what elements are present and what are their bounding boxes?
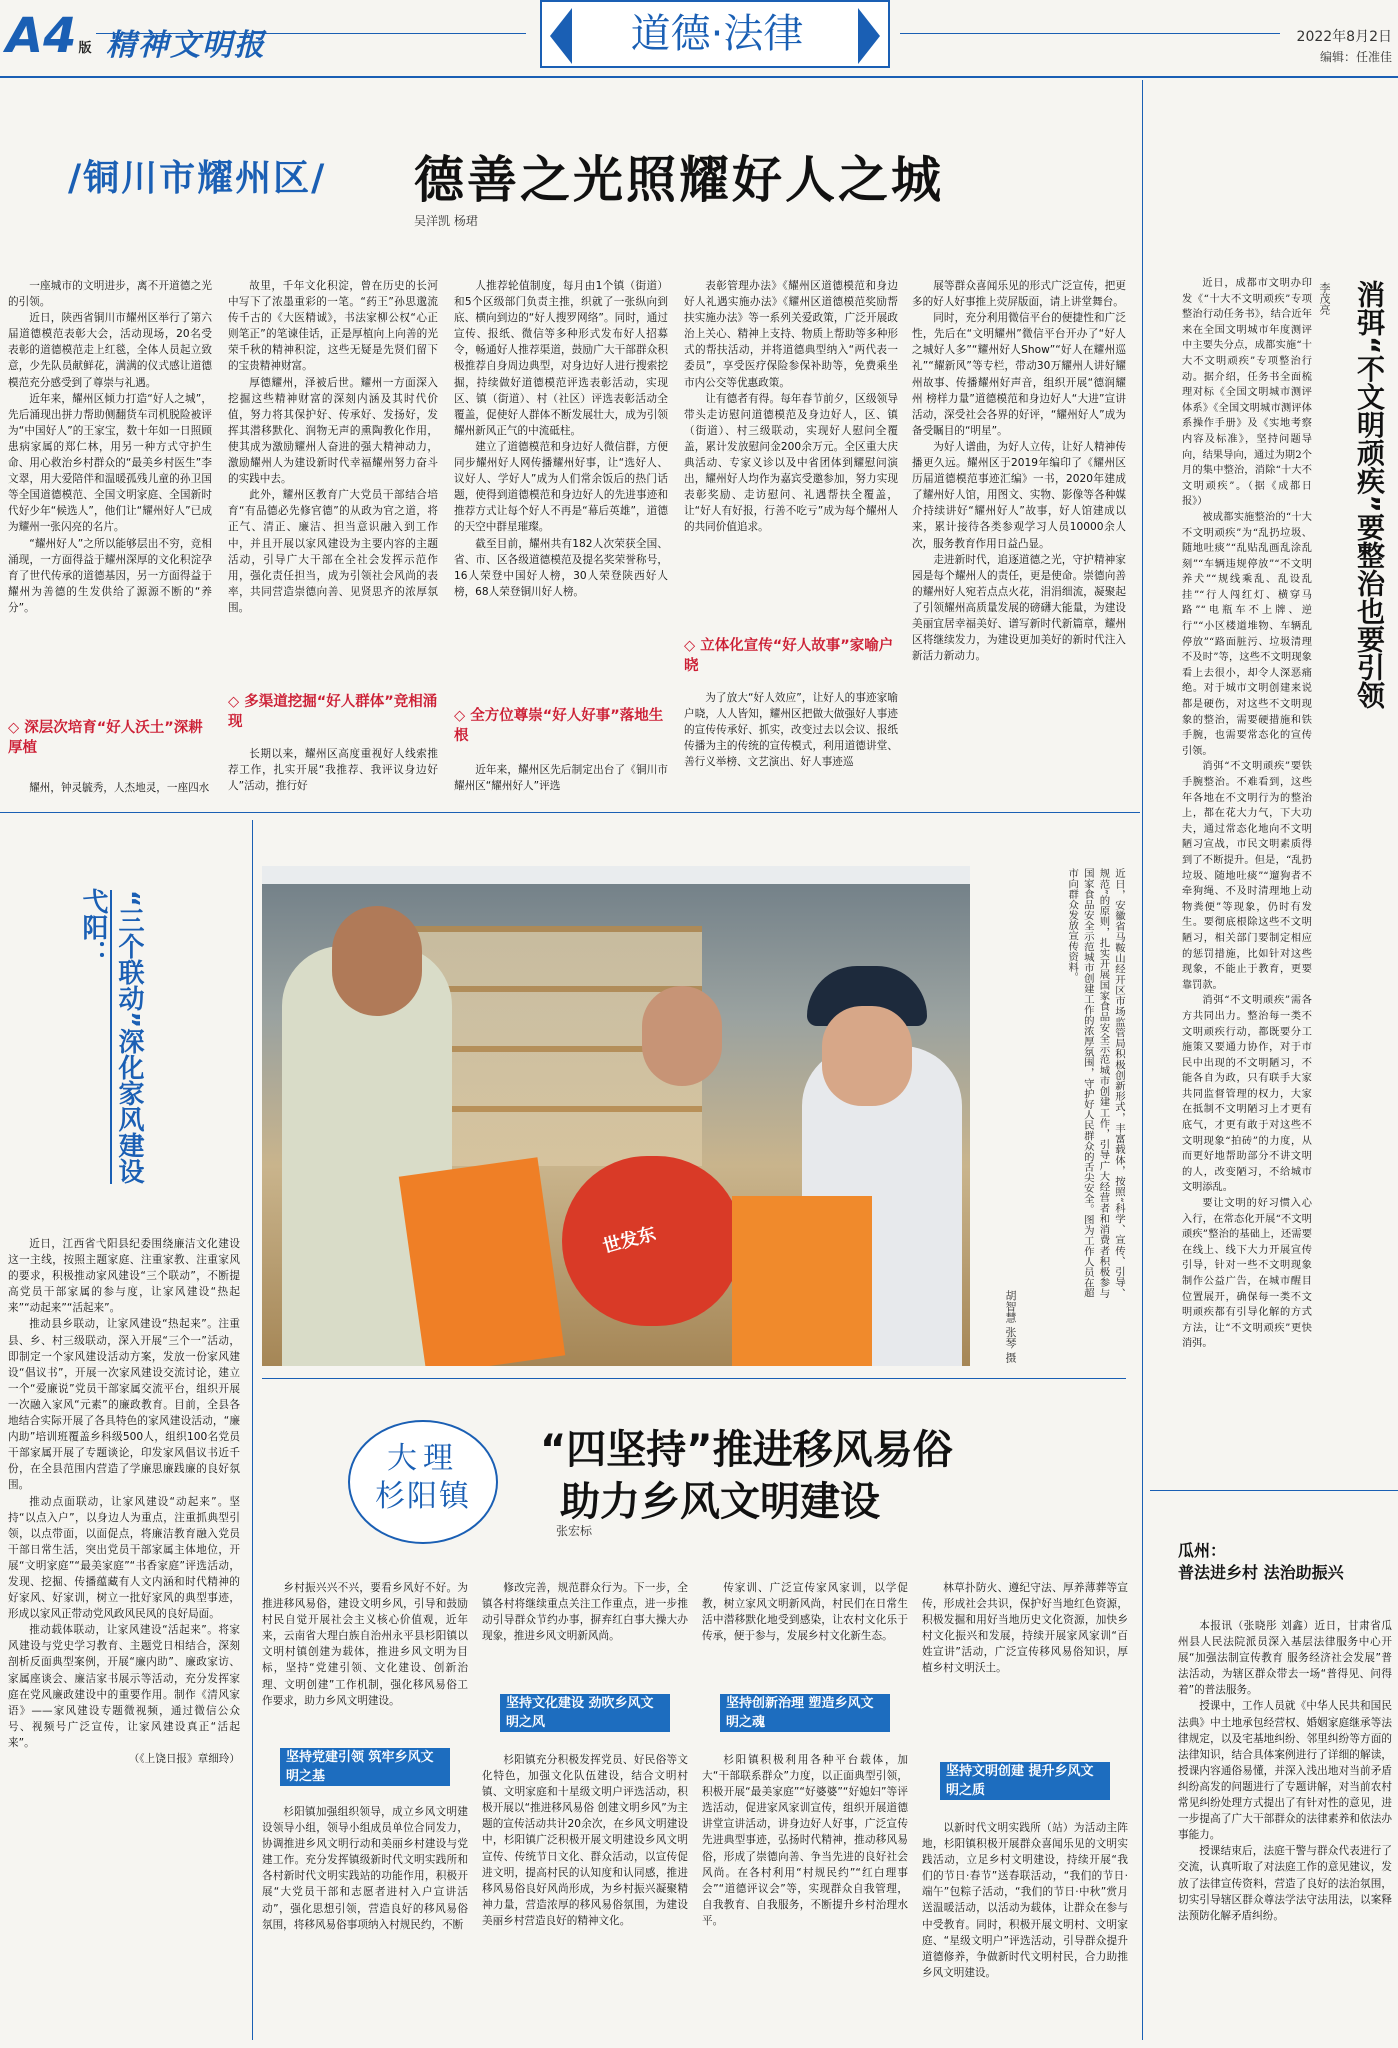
paragraph: 为了放大“好人效应”，让好人的事迹家喻户晓，人人皆知，耀州区把做大做强好人事迹的宣传传承好、抓实，改变过去以会议、报纸传播为主的传统的宣传模式，利用道德讲堂、善行义举榜、文艺演出、好人事迹巡 xyxy=(684,692,898,769)
article1-column-2 xyxy=(228,278,438,688)
article4-title-1: 瓜州： xyxy=(1178,1541,1227,1560)
article1-subhead-2: ◇ 多渠道挖掘“好人群体”竞相涌现 xyxy=(228,694,438,730)
paragraph: 消弭“不文明顽疾”需各方共同出力。整治每一类不文明顽疾行动，都既要分工施策又要通力协作，对于市民中出现的不文明陋习，不能各自为政，只有联手大家共同监督管理的权力，大家在抵制不文明陋习上才更有底气，才更有敢于对这些不文明现象“拍砖”的力度，从而更好地帮助部分不讲文明的人，改变陋习，不给城市文明添乱。 xyxy=(1182,995,1312,1194)
article3-subhead-1 xyxy=(280,1748,450,1786)
paragraph: 林草扑防火、遵纪守法、厚养薄葬等宣传，形成社会共识，保护好当地红色资源，积极发掘和用好当地历史文化资源，加快乡村文化振兴和发展，持续开展家风家训“百姓宣讲”活动，广泛宣传移风易俗知识，厚植乡村文明沃土。 xyxy=(922,1582,1128,1675)
paragraph: 此外，耀州区教育广大党员干部结合培育“有品德必先修官德”的从政为官之道，将正气、清正、廉洁、担当意识融入到工作中，并且开展以家风建设为主要内容的主题活动，引导广大干部在全社会发挥示范作用，强化责任担当，成为引领社会风尚的表率，共同营造崇德向善、见贤思齐的浓厚氛围。 xyxy=(228,489,438,614)
side-essay-author: 李茂亮 xyxy=(1318,282,1331,315)
paragraph: （《上饶日报》章细玲） xyxy=(128,1753,240,1765)
article2-headline: “三个联动”深化家风建设 xyxy=(110,890,144,1184)
paragraph: 修改完善，规范群众行为。下一步，全镇各村将继续重点关注工作重点，进一步推动引导群众节约办事，摒弃红白事大操大办现象，推进乡风文明新风尚。 xyxy=(482,1582,688,1643)
side-essay-body xyxy=(1182,276,1312,1468)
paragraph: 建立了道德模范和身边好人微信群，方便同步耀州好人网传播耀州好事，让“选好人、议好人、学好人”成为人们常余饭后的热门话题，使得到道德模范和身边好人的先进事迹和推荐方式让每个好人不再是“幕后英雄”，道德的天空中群星璀璨。 xyxy=(454,440,668,534)
photo-caption: 近日，安徽省马鞍山经开区市场监管局积极创新形式，丰富载体，按照“科学、宣传、引导、规范”的原则，扎实开展国家食品安全示范城市创建工作，引导广大经营者和消费者积极参与国家食品安全示范城市创建工作的浓厚氛围，守护好人民群众的舌尖安全。图为工作人员在超市向群众发放宣传资料。 xyxy=(1066,868,1125,1298)
article1-column-5 xyxy=(912,278,1126,798)
photo-person-center-head xyxy=(642,986,722,1086)
paragraph: 杉阳镇充分积极发挥党员、好民俗等文化特色，加强文化队伍建设，结合文明村镇、文明家庭和十星级文明户评选活动，积极开展以“推进移风易俗 创建文明乡风”为主题的宣传活动共计20余次，在乡风文明建设中，杉阳镇广泛积极开展文明建设乡风文明宣传、传统节日文化、群众活动，以宣传促进文明，提高村民的认知度和认同感，推进移风易俗良好风尚形成，为乡村振兴凝聚精神力量，营造浓厚的移风易俗氛围，为建设美丽乡村营造良好的精神文化。 xyxy=(482,1754,688,1927)
photo-ceiling-light xyxy=(262,866,970,884)
arrow-left-icon xyxy=(550,8,572,64)
article1-column-4 xyxy=(684,278,898,630)
page-number-suffix: 版 xyxy=(78,41,92,56)
paragraph: 一座城市的文明进步，离不开道德之光的引领。 xyxy=(8,280,212,309)
paragraph: 杉阳镇加强组织领导，成立乡风文明建设领导小组，领导小组成员单位合同发力，协调推进乡风文明行动和美丽乡村建设与党建工作。充分发挥镇级新时代文明实践所和各村新时代文明实践站的功能作用，积极开展“大党员干部和志愿者进村入户宣讲活动”，强化思想引领，营造良好的移风易俗氛围，将移风易俗事项纳入村规民约，不断 xyxy=(262,1806,468,1931)
article3-badge-line2: 杉阳镇 xyxy=(375,1479,471,1514)
article3-subhead-3 xyxy=(720,1694,890,1732)
paragraph: 消弭“不文明顽疾”要铁手腕整治。不难看到，这些年各地在不文明行为的整治上，都在花大力气，下大功夫，通过常态化地向不文明陋习宣战，市民文明素质得到了不断提升。但是，“乱扔垃圾、随地吐痰”“遛狗者不牵狗绳、不及时清理地上动物粪便”等现象，仍时有发生。要彻底根除这些不文明陋习，相关部门要制定相应的惩罚措施，比如针对这些现象，不能止于教育，更要靠罚款。 xyxy=(1182,761,1312,991)
right-column-divider xyxy=(1142,80,1143,2040)
paragraph: 近年来，耀州区倾力打造“好人之城”，先后涌现出拼力帮助侧翻货车司机脱险被评为“中国好人”的王家宝，数十年如一日照顾患病家属的郑仁林，用另一种方式守护生命、用心救治乡村群众的“最美乡村医生”李文翠，用大爱陪伴和温暖孤残儿童的孙卫国等全国道德模范、全国文明家庭、全国新时代好少年“候选人”，他们让“耀州好人”已成为耀州一张闪亮的名片。 xyxy=(8,392,212,534)
paragraph: 推动载体联动，让家风建设“活起来”。将家风建设与党史学习教育、主题党日相结合，深刻剖析反面典型案例，开展“廉内助”、廉政家访、家属座谈会、廉洁家书展示等活动，充分发挥家庭在党风廉政建设中的重要作用。制作《清风家语》——家风建设专题微视频，通过微信公众号、视频号广泛宣传，让家风建设真正“活起来”。 xyxy=(8,1624,240,1749)
section-box xyxy=(540,0,890,68)
article1-bottom-rule xyxy=(0,812,1140,813)
paragraph: 同时，充分利用微信平台的便捷性和广泛性，先后在“文明耀州”微信平台开办了“好人之城好人多”“耀州好人Show”“好人在耀州巡礼”“耀新风”等专栏，带动30万耀州人讲好耀州故事、传播耀州好声音，组织开展“德润耀州 榜样力量”道德模范和身边好人“大进”宣讲活动，深受社会各界的好评，“耀州好人”成为备受瞩目的“明星”。 xyxy=(912,312,1126,437)
article1-column-3 xyxy=(454,278,668,686)
paragraph: 截至目前，耀州共有182人次荣获全国、省、市、区各级道德模范及提名奖荣誉称号，16人荣登中国好人榜，30人荣登陕西好人榜，68人荣登铜川好人榜。 xyxy=(454,537,668,598)
article3-badge xyxy=(348,1420,498,1544)
article1-column-2-tail xyxy=(228,746,438,798)
paragraph: 走进新时代，追逐道德之光，守护精神家园是每个耀州人的责任，更是使命。崇德向善的耀州好人宛若点点火花，涓涓细流，凝聚起了引领耀州高质量发展的磅礴大能量，为建设美丽宜居幸福美好、谱写新时代新篇章，耀州区将继续发力，为建设更加美好的新时代注入新活力新动力。 xyxy=(912,553,1126,663)
photo-orange-bag-right xyxy=(732,1196,872,1366)
paragraph: 长期以来，耀州区高度重视好人线索推荐工作，扎实开展“我推荐、我评议身边好人”活动，推行好 xyxy=(228,748,438,793)
article1-byline: 吴洋凯 杨珺 xyxy=(414,214,478,228)
article1-column-1 xyxy=(8,278,212,706)
article3-column-4-tail xyxy=(922,1820,1128,2036)
header-rule-left xyxy=(96,33,526,34)
editor-credit: 编辑：任准佳 xyxy=(1319,50,1392,64)
article3-column-1-tail xyxy=(262,1804,468,2036)
article1-kicker: /铜川市耀州区/ xyxy=(68,157,327,199)
photo-bottom-rule xyxy=(262,1378,1126,1379)
paragraph: 杉阳镇积极利用各种平台载体，加大“干部联系群众”力度，以正面典型引领，积极开展“最美家庭”“好婆婆”“好媳妇”等评选活动，促进家风家训宣传，组织开展道德讲堂宣讲活动，讲身边好人好事，广泛宣传先进典型事迹，弘扬时代精神，推动移风易俗，形成了崇德向善、争当先进的良好社会风尚。在各村利用“村规民约”“红白理事会”“道德评议会”等，实现群众自我管理，自我教育、自我服务，不断提升乡村治理水平。 xyxy=(702,1754,908,1927)
photo-person-left-head xyxy=(332,906,422,1016)
paragraph: 故里，千年文化积淀，曾在历史的长河中写下了浓墨重彩的一笔。“药王”孙思邈流传千古的《大医精诚》，书法家柳公权“心正则笔正”的笔谏佳话，正是厚植向上向善的光荣千秋的精神积淀，这些无疑是先贤们留下的宝贵精神财富。 xyxy=(228,280,438,373)
article3-headline-1: “四坚持”推进移风易俗 xyxy=(540,1427,953,1473)
side-essay-title: 消弭“不文明顽疾”要整治也要引领 xyxy=(1353,280,1386,709)
paragraph: 近日，陕西省铜川市耀州区举行了第六届道德模范表彰大会，活动现场，20名受表彰的道德模范走上红毯，全体人员起立致意，少先队员献鲜花，满满的仪式感让道德模范充分感受到了尊崇与礼遇。 xyxy=(8,312,212,389)
paragraph: 近年来，耀州区先后制定出台了《铜川市耀州区“耀州好人”评选 xyxy=(454,764,668,793)
article3-column-4 xyxy=(922,1580,1128,1760)
section-title: 道德·法律 xyxy=(630,11,804,57)
article1-subhead-4: ◇ 立体化宣传“好人故事”家喻户晓 xyxy=(684,638,894,674)
paragraph: 被成都实施整治的“十大不文明顽疾”为“乱扔垃圾、随地吐痰”“乱贴乱画乱涂乱刻”“车辆违规停放”“不文明养犬”“规线乘乱、乱设乱挂”“行人闯红灯、横穿马路”“电瓶车不上牌、逆行”“小区楼道堆物、车辆乱停放”“路面脏污、垃圾清理不及时”等，这些不文明现象看上去很小，却令人深恶痛绝。对于城市文明创建来说都是硬伤，对这些不文明现象的整治，需要硬措施和铁手腕，也需要常态化的宣传引领。 xyxy=(1182,511,1312,757)
page-header xyxy=(0,0,1398,76)
paragraph: 本报讯（张晓彤 刘鑫）近日，甘肃省瓜州县人民法院派员深入基层法律服务中心开展“加强法制宣传教育 服务经济社会发展”普法活动，为辖区群众带去一场“普得见、问得着”的普法服务。 xyxy=(1178,1620,1392,1697)
paragraph: 推动点面联动，让家风建设“动起来”。坚持“以点入户”，以身边人为重点，注重抓典型引领，以点带面，以面促点，将廉洁教育融入党员干部日常生活，突出党员干部家属主体地位，开展“文明家庭”“最美家庭”“书香家庭”评选活动，发现、挖掘、传播蕴藏有人文内涵和时代精神的好家风、好家训，树立一批好家风的典型事迹，形成以家风正带动党风政风民风的良好局面。 xyxy=(8,1495,240,1621)
article1-subhead-1: ◇ 深层次培育“好人沃土”深耕厚植 xyxy=(8,720,203,756)
article3-column-1 xyxy=(262,1580,468,1738)
article1-column-1-tail xyxy=(8,780,212,798)
header-bottom-rule xyxy=(0,76,1398,78)
paragraph: 推动县乡联动，让家风建设“热起来”。注重县、乡、村三级联动，深入开展“三个一”活动，即制定一个家风建设活动方案，发放一份家风建设“倡议书”，开展一次家风建设交流讨论，建立一个“爱廉说”党员干部家属交流平台，组织开展一次融入家风“元素”的廉政教育。目前，全县各地结合实际开展了各具特色的家风建设活动，“廉内助”培训班覆盖乡科级500人，组织100名党员干部家属开展了专题谈论，印发家风倡议书近千份，在全县范围内营造了学廉思廉践廉的良好氛围。 xyxy=(8,1318,240,1492)
paragraph: 授课中，工作人员就《中华人民共和国民法典》中土地承包经营权、婚姻家庭继承等法律规定，以及宅基地纠纷、邻里纠纷等方面的法律知识，结合具体案例进行了详细的解读，授课内容通俗易懂，并深入浅出地对当前矛盾纠纷高发的问题进行了专题讲解，对当前农村常见纠纷处理方式提出了有针对性的意见，进一步提高了广大干部群众的法律素养和依法办事能力。 xyxy=(1178,1700,1392,1842)
paragraph: 近日，江西省弋阳县纪委围绕廉洁文化建设这一主线，按照主题家庭、注重家教、注重家风的要求，积极推动家风建设“三个联动”，不断提高党员干部家属的参与度，让家风建设“热起来”“动起来”“活起来”。 xyxy=(8,1238,240,1315)
photo-credit: 胡智慧 张琴 摄 xyxy=(1004,1290,1017,1363)
article2-body xyxy=(8,1236,240,2028)
paragraph: 近日，成都市文明办印发《“十大不文明顽疾”专项整治行动任务书》，结合近年来在全国文明城市年度测评中主要失分点，成都实施“十大不文明顽疾”专项整治行动。据介绍，任务书全面梳理对标《全国文明城市测评体系》《全国文明城市测评体系操作手册》及《实地考察内容及标准》，坚持问题导向，结果导向，通过为期2个月的集中整治，消除“十大不文明顽疾”。（据《成都日报》） xyxy=(1182,278,1312,508)
news-photo xyxy=(262,866,970,1366)
paragraph: 表彰管理办法》《耀州区道德模范和身边好人礼遇实施办法》《耀州区道德模范奖励帮扶实施办法》等一系列关爱政策，广泛开展政治上关心、精神上支持、物质上帮助等多种形式的帮扶活动，并将道德典型纳入“两代表一委员”，享受医疗保险参保补助等，免费乘坐市内公交等优惠政策。 xyxy=(684,280,898,389)
header-rule-right xyxy=(900,33,1280,34)
article4-title-2: 普法进乡村 法治助振兴 xyxy=(1178,1563,1344,1582)
article3-subhead-1-text: 坚持党建引领 筑牢乡风文明之基 xyxy=(280,1748,450,1786)
paragraph: 以新时代文明实践所（站）为活动主阵地，杉阳镇积极开展群众喜闻乐见的文明实践活动，立足乡村文明建设，持续开展“我们的节日·春节”送春联活动，“我们的节日·端午”包粽子活动，“我们的节日·中秋”赏月送温暖活动，以活动为载体，让群众在参与中受教育。同时，积极开展文明村、文明家庭、“星级文明户”评选活动，引导群众提升道德修养，争做新时代文明村民，合力助推乡风文明建设。 xyxy=(922,1822,1128,1979)
paragraph: 展等群众喜闻乐见的形式广泛宣传，把更多的好人好事推上荧屏版面，请上讲堂舞台。 xyxy=(912,280,1126,309)
article3-subhead-2-text: 坚持文化建设 劲吹乡风文明之风 xyxy=(500,1694,670,1732)
paragraph: 为好人谱曲，为好人立传，让好人精神传播更久远。耀州区于2019年编印了《耀州区历届道德模范事迹汇编》一书，2020年建成了耀州好人馆，用图文、实物、影像等各种媒介持续讲好“耀州好人”故事，好人馆建成以来，累计接待各类参观学习人员10000余人次，服务教育作用日益凸显。 xyxy=(912,440,1126,550)
article3-column-2-tail xyxy=(482,1752,688,2036)
arrow-right-icon xyxy=(858,8,880,64)
article1-column-3-tail xyxy=(454,762,668,798)
article1-column-4-tail xyxy=(684,690,898,798)
issue-date: 2022年8月2日 xyxy=(1296,29,1392,45)
article4-body xyxy=(1178,1618,1392,2038)
article3-badge-line1: 大理 xyxy=(387,1441,459,1476)
article3-subhead-2 xyxy=(500,1694,670,1732)
article3-subhead-4-text: 坚持文明创建 提升乡风文明之质 xyxy=(940,1762,1110,1800)
photo-bag-text: 世发东 xyxy=(600,1223,659,1258)
paragraph: 让有德者有得。每年春节前夕，区级领导带头走访慰问道德模范及身边好人，区、镇（街道）、村三级联动，实现好人慰问全覆盖，累计发放慰问金200余万元。全区重大庆典活动、专家义诊以及中省团体到耀慰问演出，耀州好人均作为嘉宾受邀参加，努力实现表彰奖励、走访慰问、礼遇帮扶全覆盖，让“好人有好报，行善不吃亏”成为每个耀州人的共同价值追求。 xyxy=(684,392,898,534)
article3-subhead-4 xyxy=(940,1762,1110,1800)
paragraph: 人推荐轮值制度，每月由1个镇（街道）和5个区级部门负责主推，织就了一张纵向到底、横向到边的“好人搜罗网络”。同时，通过宣传、报纸、微信等多种形式发布好人招募令，畅通好人推荐渠道，鼓励广大干部群众积极推荐自身周边典型，对身边好人进行搜索挖掘，持续做好道德模范评选表彰活动，实现区、镇（街道）、村（社区）评选表彰活动全覆盖，促使好人群体不断发展壮大，成为引领耀州新风正气的中流砥柱。 xyxy=(454,280,668,437)
article2-place: 弋阳： xyxy=(78,888,108,966)
paragraph: 授课结束后，法庭干警与群众代表进行了交流，认真听取了对法庭工作的意见建议，发放了法律宣传资料，营造了良好的法治氛围，切实引导辖区群众尊法学法守法用法，以案释法预防化解矛盾纠纷。 xyxy=(1178,1845,1392,1922)
article3-column-2 xyxy=(482,1580,688,1660)
paragraph: “耀州好人”之所以能够层出不穷，竞相涌现，一方面得益于耀州深厚的文化积淀孕育了世代传承的道德基因，另一方面得益于耀州为善德的生发供给了源源不断的“养分”。 xyxy=(8,537,212,614)
article2-divider xyxy=(252,820,253,2040)
page-number xyxy=(6,10,92,75)
article3-column-3 xyxy=(702,1580,908,1660)
newspaper-name: 精神文明报 xyxy=(106,28,266,63)
paragraph: 耀州，钟灵毓秀，人杰地灵，一座四水 xyxy=(29,782,210,794)
paragraph: 要让文明的好习惯入心入行，在常态化开展“不文明顽疾”整治的基础上，还需要在线上、线下大力开展宣传引导，针对一些不文明现象制作公益广告，在城市醒目位置展开，确保每一类不文明顽疾都有引导化解的方式方法，让“不文明顽疾”更快消弭。 xyxy=(1182,1198,1312,1350)
article1-subhead-3: ◇ 全方位尊崇“好人好事”落地生根 xyxy=(454,708,664,744)
paragraph: 厚德耀州，泽被后世。耀州一方面深入挖掘这些精神财富的深刻内涵及其时代价值，努力将其保护好、传承好、发扬好，发挥其潜移默化、润物无声的熏陶教化作用，使其成为激励耀州人奋进的强大精神动力，激励耀州人为建设新时代幸福耀州努力奋斗的实践中去。 xyxy=(228,376,438,486)
article3-column-3-tail xyxy=(702,1752,908,2036)
paragraph: 传家训、广泛宣传家风家训，以学促教，树立家风文明新风尚，村民们在日常生活中潜移默化地受到感染，让农村文化乐于传承，便于参与，发展乡村文化新生态。 xyxy=(702,1582,908,1643)
article1-headline: 德善之光照耀好人之城 xyxy=(414,150,944,209)
photo-officer-head xyxy=(822,1006,912,1106)
article3-byline: 张宏标 xyxy=(556,1524,593,1538)
photo-orange-bag-left xyxy=(399,1157,565,1366)
article3-headline-2: 助力乡风文明建设 xyxy=(560,1479,880,1525)
side-essay-bottom-rule xyxy=(1150,1490,1398,1491)
page-number-value: A4 xyxy=(6,8,77,64)
article3-subhead-3-text: 坚持创新治理 塑造乡风文明之魂 xyxy=(720,1694,890,1732)
paragraph: 乡村振兴兴不兴，要看乡风好不好。为推进移风易俗，建设文明乡风，引导和鼓励村民自觉开展社会主义核心价值观，近年来，云南省大理白族自治州永平县杉阳镇以文明村镇创建为载体，推进乡风文明为目标，坚持“党建引领、文化建设、创新治理、文明创建”工作机制，强化移风易俗工作要求，助力乡风文明建设。 xyxy=(262,1582,468,1707)
